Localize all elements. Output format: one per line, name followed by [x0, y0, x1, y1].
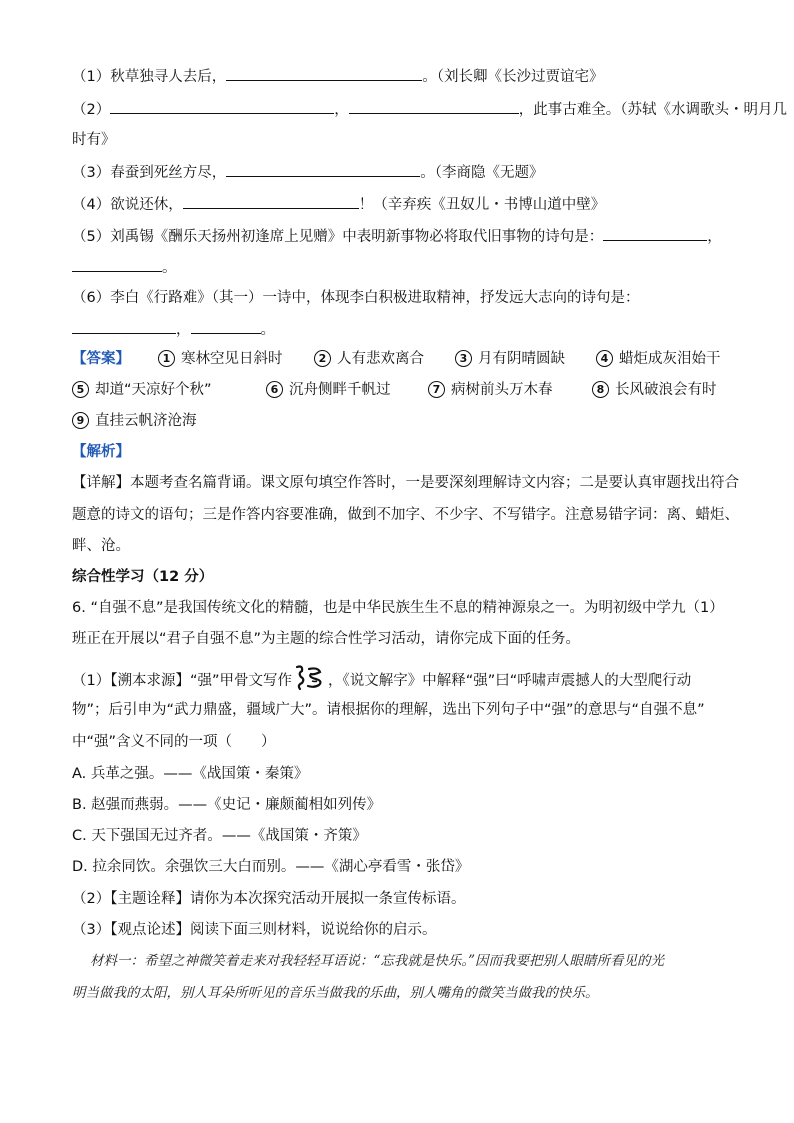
- option-d[interactable]: D. 拉余同饮。余强饮三大白而别。——《湖心亭看雪・张岱》: [72, 859, 470, 875]
- task1-line-2: 物”；后引申为“武力鼎盛，疆域广大”。请根据你的理解，选出下列句子中“强”的意思与“自强不息”: [72, 702, 705, 718]
- oracle-bone-qiang-icon: [294, 663, 326, 691]
- q4-suffix: ！（辛弃疾《丑奴儿・书博山道中壁》: [358, 197, 606, 213]
- task2: （2）【主题诠释】请你为本次探究活动开展拟一条宣传标语。: [72, 891, 466, 907]
- poem-q6-cont: ， 。: [72, 319, 275, 340]
- q1-prefix: （1）秋草独寻人去后，: [72, 69, 227, 85]
- q2-mid: ，: [334, 102, 349, 118]
- answer-item-7: 7 病树前头万木春: [428, 380, 553, 400]
- poem-q4: [72, 194, 605, 215]
- answer-item-3: 3 月有阴晴圆缺: [455, 349, 565, 369]
- q6-blank-1[interactable]: [72, 319, 176, 334]
- q4-prefix: （4）欲说还休，: [72, 197, 183, 213]
- answer-item-4: 4 蜡炬成灰泪始干: [596, 349, 721, 369]
- analysis-line-2: 题意的诗文的语句；三是作答内容要准确，做到不加字、不少字、不写错字。注意易错字词：离、蜡炬、: [72, 507, 739, 523]
- q1-suffix: 。（刘长卿《长沙过贾谊宅》: [422, 69, 604, 85]
- q5-blank-2[interactable]: [72, 257, 162, 272]
- poem-q2-cont: 时有》: [72, 132, 116, 148]
- poem-q1: [72, 66, 603, 87]
- analysis-line-1: 【详解】本题考查名篇背诵。课文原句填空作答时，一是要深刻理解诗文内容；二是要认真审题找出符合: [72, 475, 739, 491]
- q5-blank-1[interactable]: [603, 226, 707, 241]
- q2-blank-2[interactable]: [349, 99, 519, 114]
- q5-text: （5）刘禹锡《酬乐天扬州初逢席上见赠》中表明新事物必将取代旧事物的诗句是：: [72, 229, 604, 245]
- answer-item-8: 8 长风破浪会有时: [592, 380, 717, 400]
- q6-text: （6）李白《行路难》（其一）一诗中，体现李白积极进取精神，抒发远大志向的诗句是：: [72, 290, 640, 306]
- task1-line-3: 中“强”含义不同的一项（ ）: [72, 734, 276, 750]
- poem-q3: [72, 162, 543, 183]
- task3: （3）【观点论述】阅读下面三则材料，说说给你的启示。: [72, 922, 437, 938]
- answer-label: 【答案】: [72, 351, 130, 367]
- q2-blank-1[interactable]: [110, 99, 334, 114]
- q3-prefix: （3）春蚕到死丝方尽，: [72, 165, 227, 181]
- answer-item-5: 5 却道“天凉好个秋”: [72, 380, 212, 400]
- q3-suffix: 。（李商隐《无题》: [420, 165, 544, 181]
- option-b[interactable]: B. 赵强而燕弱。——《史记・廉颇蔺相如列传》: [72, 797, 382, 813]
- q2-suffix: ，此事古难全。（苏轼《水调歌头・明月几: [518, 102, 787, 118]
- material-1-line-1: 材料一：希望之神微笑着走来对我轻轻耳语说：“忘我就是快乐。”因而我要把别人眼睛所看见的光: [90, 953, 665, 969]
- poem-q5: （5）刘禹锡《酬乐天扬州初逢席上见赠》中表明新事物必将取代旧事物的诗句是： ，: [72, 226, 722, 247]
- q1-blank[interactable]: [226, 66, 422, 81]
- option-a[interactable]: A. 兵革之强。——《战国策・秦策》: [72, 766, 309, 782]
- task1-line-1: （1）【溯本求源】“强”甲骨文写作 ，《说文解字》中解释“强”曰“呼啸声震撼人的大型爬行动: [72, 663, 691, 691]
- q6-blank-2[interactable]: [191, 319, 261, 334]
- q2-prefix: （2）: [72, 102, 111, 118]
- section-title: 综合性学习（12 分）: [72, 569, 214, 585]
- option-c[interactable]: C. 天下强国无过齐者。——《战国策・齐策》: [72, 828, 367, 844]
- answer-item-2: 2 人有悲欢离合: [314, 349, 424, 369]
- q6-intro-2: 班正在开展以“君子自强不息”为主题的综合性学习活动，请你完成下面的任务。: [72, 631, 581, 647]
- poem-q6: [72, 288, 639, 308]
- analysis-label: 【解析】: [72, 444, 130, 460]
- material-1-line-2: 明当做我的太阳，别人耳朵所听见的音乐当做我的乐曲，别人嘴角的微笑当做我的快乐。: [72, 985, 599, 1001]
- answer-item-1: 1 寒林空见日斜时: [158, 349, 283, 369]
- q3-blank[interactable]: [226, 162, 420, 177]
- q4-blank[interactable]: [183, 194, 359, 209]
- detail-label: 【详解】: [72, 475, 130, 491]
- q6-intro-1: 6. “自强不息”是我国传统文化的精髓，也是中华民族生生不息的精神源泉之一。为明初级中学九（1）: [72, 600, 724, 616]
- answer-item-6: 6 沉舟侧畔千帆过: [266, 380, 391, 400]
- poem-q5-cont: 。: [72, 257, 177, 278]
- analysis-line-3: 畔、沧。: [72, 538, 130, 554]
- answer-item-9: 9 直挂云帆济沧海: [72, 411, 197, 431]
- poem-q2: [72, 99, 787, 120]
